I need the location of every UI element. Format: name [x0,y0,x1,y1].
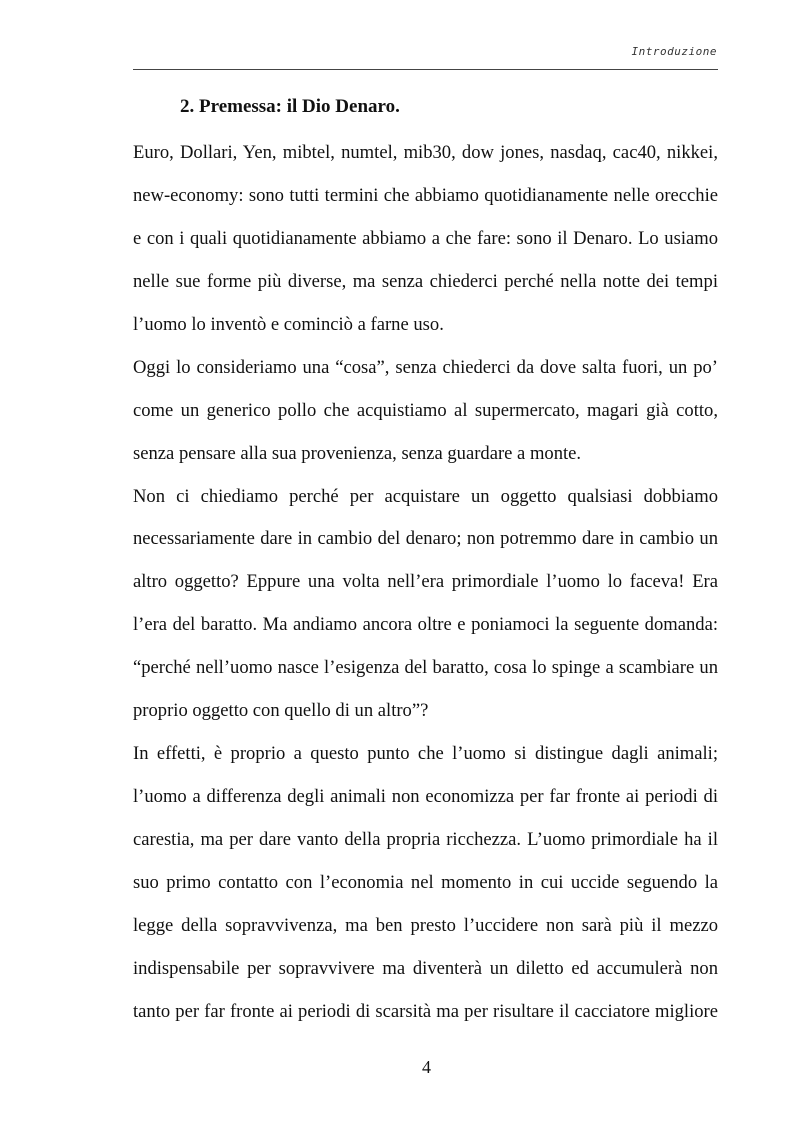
text-line: l’uomo a differenza degli animali non economizza per far fronte ai periodi di [133,786,718,808]
section-heading: 2. Premessa: il Dio Denaro. [180,96,400,117]
text-line: proprio oggetto con quello di un altro”? [133,700,429,722]
text-line: carestia, ma per dare vanto della propria ricchezza. L’uomo primordiale ha il [133,829,718,850]
text-line: indispensabile per sopravvivere ma diventerà un diletto ed accumulerà non [133,957,718,979]
text-line: Oggi lo consideriamo una “cosa”, senza chiederci da dove salta fuori, un po’ [133,356,718,378]
text-line: In effetti, è proprio a questo punto che l’uomo si distingue dagli animali; [133,743,718,765]
body-text [133,139,718,1041]
text-line: nelle sue forme più diverse, ma senza chiederci perché nella notte dei tempi [133,270,718,292]
text-line: tanto per far fronte ai periodi di scarsità ma per risultare il cacciatore migliore [133,1000,718,1022]
running-header: Introduzione [631,45,717,58]
header-rule [133,69,718,70]
text-line: l’era del baratto. Ma andiamo ancora oltre e poniamoci la seguente domanda: [133,614,718,636]
text-line: new-economy: sono tutti termini che abbiamo quotidianamente nelle orecchie [133,184,718,206]
text-line: necessariamente dare in cambio del denaro; non potremmo dare in cambio un [133,528,718,550]
text-line: suo primo contatto con l’economia nel momento in cui uccide seguendo la [133,871,718,893]
text-line: Non ci chiediamo perché per acquistare un oggetto qualsiasi dobbiamo [133,485,718,507]
text-line: altro oggetto? Eppure una volta nell’era primordiale l’uomo lo faceva! Era [133,571,718,593]
text-line: “perché nell’uomo nasce l’esigenza del baratto, cosa lo spinge a scambiare un [133,657,718,679]
page-number: 4 [422,1057,431,1077]
text-line: legge della sopravvivenza, ma ben presto l’uccidere non sarà più il mezzo [133,914,718,936]
text-line: come un generico pollo che acquistiamo al supermercato, magari già cotto, [133,399,718,421]
text-line: l’uomo lo inventò e cominciò a farne uso. [133,313,444,335]
text-line: senza pensare alla sua provenienza, senza guardare a monte. [133,442,582,464]
text-line: Euro, Dollari, Yen, mibtel, numtel, mib30, dow jones, nasdaq, cac40, nikkei, [133,142,718,163]
text-line: e con i quali quotidianamente abbiamo a che fare: sono il Denaro. Lo usiamo [133,227,718,249]
